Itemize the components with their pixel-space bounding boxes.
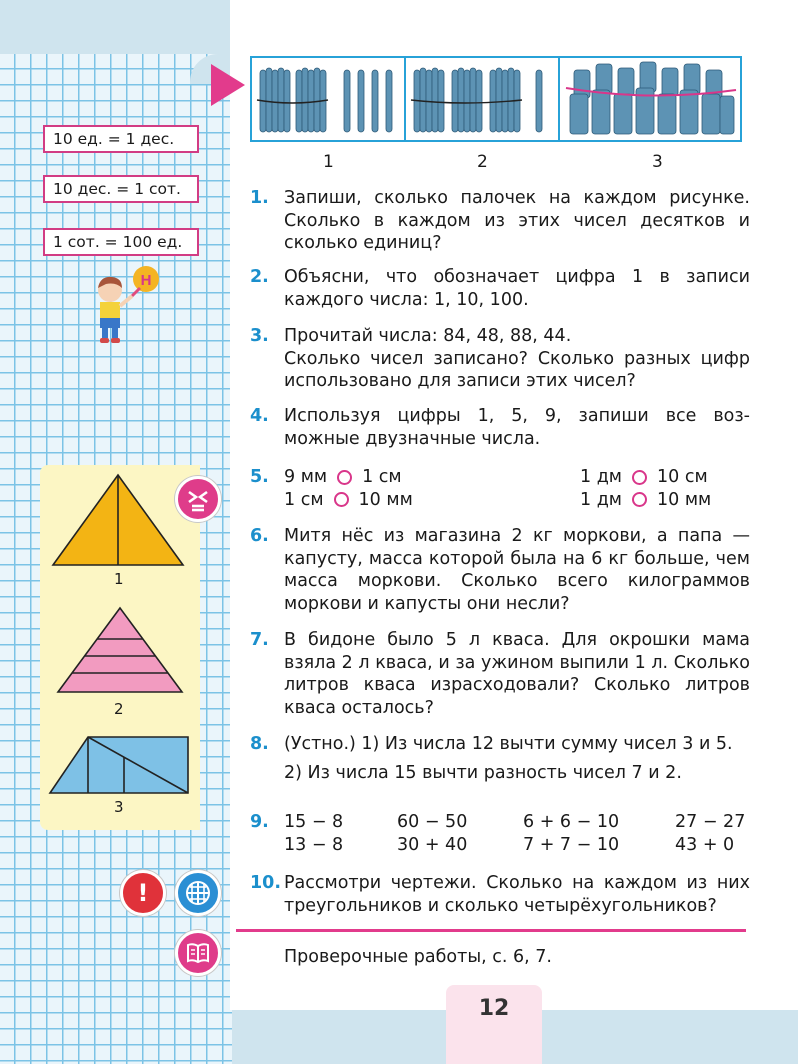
expression: 30 + 40 [397, 834, 468, 855]
task-10 [250, 872, 750, 917]
task-number: 4. [250, 406, 269, 426]
expression-row [284, 834, 750, 857]
globe-icon[interactable] [175, 870, 221, 916]
sticks-label-3: 3 [652, 152, 663, 172]
pointer-arrow-icon [211, 64, 245, 106]
compare-left: 9 мм [284, 467, 328, 487]
task-text-line-2: 2) Из числа 15 вычти разность чисел 7 и 2. [284, 762, 682, 783]
task-7 [250, 629, 750, 719]
sticks-label-2: 2 [477, 152, 488, 172]
compare-right: 10 см [657, 467, 708, 487]
task-number: 10. [250, 873, 282, 893]
sticks-label-1: 1 [323, 152, 334, 172]
exclamation-icon[interactable]: ! [120, 870, 166, 916]
task-text: Используя цифры 1, 5, 9, запиши все воз- можные двузначные числа. [284, 406, 750, 449]
task-number: 6. [250, 526, 269, 546]
task-text: Объясни, что обозначает цифра 1 в записи каждого числа: 1, 10, 100. [284, 267, 750, 310]
task-9 [250, 811, 750, 856]
task-text-line-2: Сколько чисел записано? Сколько разных цифр использовано для записи этих чисел? [284, 348, 750, 391]
task-number: 5. [250, 467, 269, 487]
workbook-icon[interactable] [175, 930, 221, 976]
section-divider [236, 929, 746, 932]
task-2 [250, 266, 750, 311]
check-work-reference [250, 946, 750, 969]
fact-tens-to-hundreds: 10 дес. = 1 сот. [43, 175, 199, 203]
compare-right: 10 мм [657, 489, 712, 510]
compare-right: 10 мм [358, 489, 413, 510]
compare-blank[interactable] [334, 492, 349, 507]
fact-units-to-tens: 10 ед. = 1 дес. [43, 125, 199, 153]
figure-1-triangle [48, 470, 188, 570]
check-work-text: Проверочные работы, с. 6, 7. [284, 947, 552, 967]
compare-blank[interactable] [632, 470, 647, 485]
task-text-line-1: (Устно.) 1) Из числа 12 вычти сумму чисел 3 и 5. [284, 734, 733, 754]
compare-right: 1 см [362, 467, 402, 487]
figure-2-label: 2 [114, 700, 124, 718]
task-4 [250, 405, 750, 450]
sticks-picture-1 [252, 58, 404, 140]
expression: 6 + 6 − 10 [523, 812, 620, 832]
task-8 [250, 733, 750, 784]
task-number: 2. [250, 267, 269, 287]
figure-3-label: 3 [114, 798, 124, 816]
task-text: Рассмотри чертежи. Сколько на каждом из них треугольников и сколько четырёхугольников? [284, 873, 750, 916]
compare-blank[interactable] [337, 470, 352, 485]
sticks-illustration [250, 56, 742, 142]
task-number: 9. [250, 812, 269, 832]
task-5 [250, 466, 750, 511]
boy-character-icon [88, 262, 168, 346]
compare-icon[interactable] [175, 476, 221, 522]
compare-left: 1 см [284, 489, 324, 510]
expression: 13 − 8 [284, 834, 344, 855]
expression: 15 − 8 [284, 812, 344, 832]
expression: 43 + 0 [675, 834, 735, 855]
badge-letter: Н [140, 272, 152, 289]
figure-2-triangle [54, 604, 186, 696]
sticks-picture-2 [404, 58, 558, 140]
compare-left: 1 дм [580, 489, 622, 510]
globe-grid-icon [185, 880, 211, 906]
figure-3-trapezoid [46, 733, 194, 797]
compare-blank[interactable] [632, 492, 647, 507]
expression: 60 − 50 [397, 812, 468, 832]
compare-row [284, 489, 750, 512]
figure-1-label: 1 [114, 570, 124, 588]
task-number: 8. [250, 734, 269, 754]
compare-row [284, 466, 750, 489]
expression: 27 − 27 [675, 812, 746, 832]
comparison-symbols-icon [185, 486, 211, 512]
compare-left: 1 дм [580, 467, 622, 487]
task-number: 7. [250, 630, 269, 650]
page-number: 12 [478, 996, 510, 1021]
task-text-line-1: Прочитай числа: 84, 48, 88, 44. [284, 326, 572, 346]
task-text: Запиши, сколько палочек на каждом рисунке. Сколько в каждом из этих чисел десятков и сколько единиц? [284, 188, 750, 253]
task-number: 3. [250, 326, 269, 346]
expression: 7 + 7 − 10 [523, 834, 620, 855]
task-text: В бидоне было 5 л кваса. Для окрошки мама взяла 2 л кваса, и за ужином выпили 1 л. Сколько литров кваса израсходовали? Сколько литров кваса осталось? [284, 630, 750, 718]
task-number: 1. [250, 188, 269, 208]
expression-row [284, 811, 750, 834]
open-book-icon [185, 941, 211, 965]
task-1 [250, 187, 750, 255]
fact-hundreds-to-units: 1 сот. = 100 ед. [43, 228, 199, 256]
sticks-picture-3 [558, 58, 740, 140]
task-text: Митя нёс из магазина 2 кг моркови, а папа — капусту, масса которой была на 6 кг больше, чем масса моркови. Сколько всего килограммов моркови и капусты они несли? [284, 526, 750, 614]
margin-top-band [0, 0, 232, 54]
task-6 [250, 525, 750, 615]
task-3 [250, 325, 750, 393]
